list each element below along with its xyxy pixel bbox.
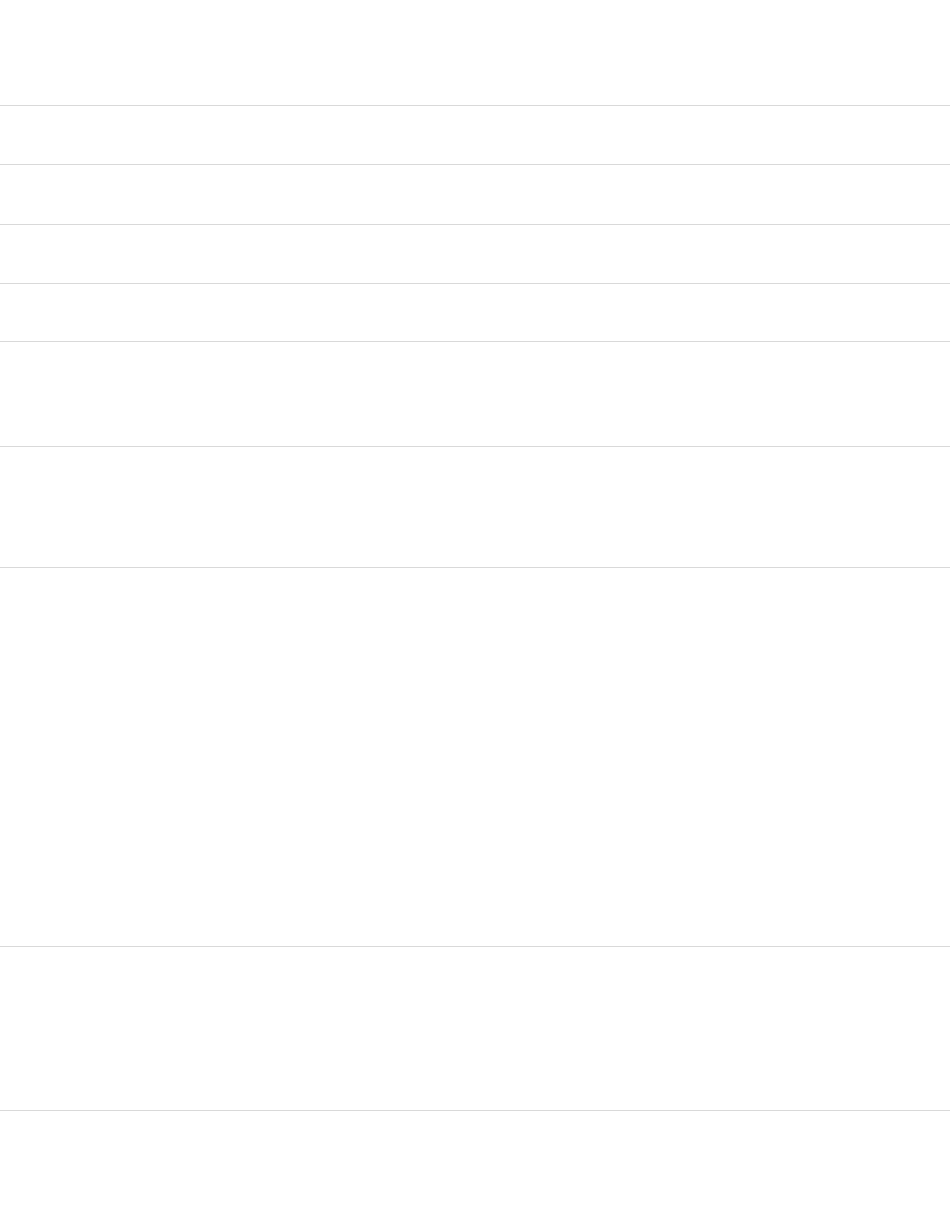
scan-rule <box>0 1110 950 1111</box>
scan-rule <box>0 164 950 165</box>
scan-rule <box>0 341 950 342</box>
scan-rule <box>0 446 950 447</box>
scan-rule <box>0 224 950 225</box>
scan-rule <box>0 946 950 947</box>
scan-rule <box>0 567 950 568</box>
scan-rule <box>0 105 950 106</box>
scan-rule <box>0 283 950 284</box>
